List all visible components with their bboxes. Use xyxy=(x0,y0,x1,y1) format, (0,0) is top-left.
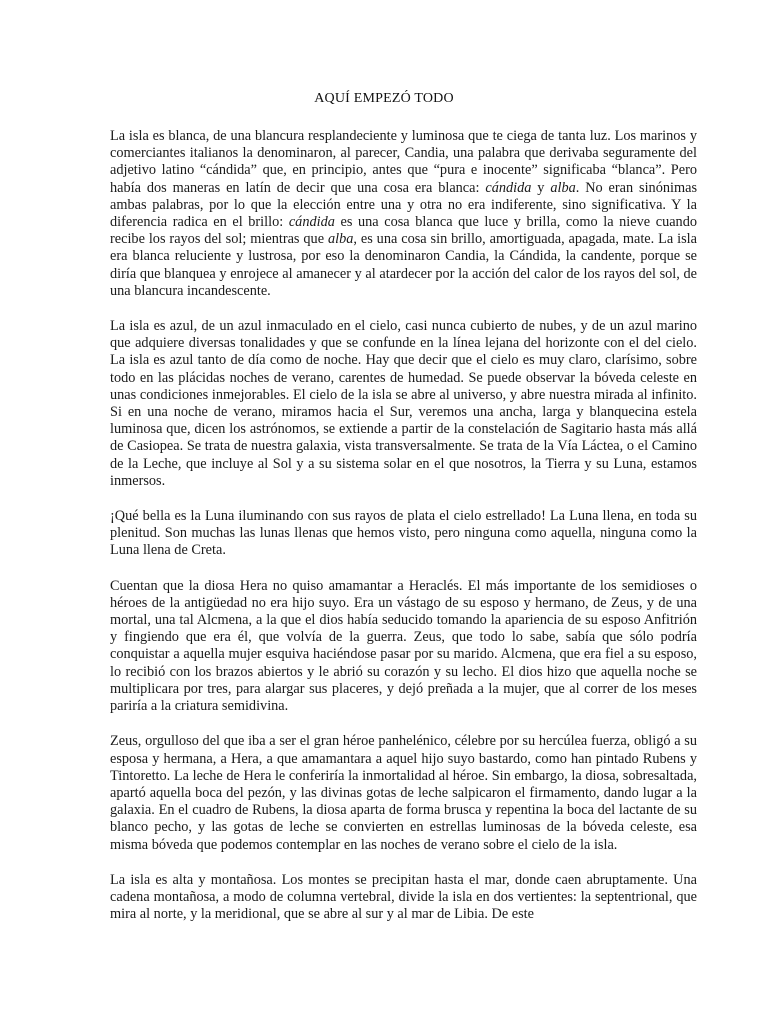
text-run: La isla es azul, de un azul inmaculado en el cielo, casi nunca cubierto de nubes, y de un azul marino que adquiere diversas tonalidades y que se confunde en la línea lejana del horizonte con el del cielo. La isla es azul tanto de día como de noche. Hay que decir que el cielo es muy claro, clarísimo, sobre todo en las plácidas noches de verano, carentes de humedad. Se puede observar la bóveda celeste en unas condiciones inmejorables. El cielo de la isla se abre al universo, y abre nuestra mirada al infinito. Si en una noche de verano, miramos hacia el Sur, veremos una ancha, larga y blanquecina estela luminosa que, dicen los astrónomos, se extiende a partir de la constelación de Sagitario hasta más allá de Casiopea. Se trata de nuestra galaxia, vista transversalmente. Se trata de la Vía Láctea, o el Camino de la Leche, que incluye al Sol y a su sistema solar en el que nosotros, la Tierra y su Luna, estamos inmersos. xyxy=(110,318,697,489)
text-run: Zeus, orgulloso del que iba a ser el gran héroe panhelénico, célebre por su hercúlea fuerza, obligó a su esposa y hermana, a Hera, a que amamantara a aquel hijo suyo bastardo, como han pintado Rubens y Tintoretto. La leche de Hera le conferiría la inmortalidad al héroe. Sin embargo, la diosa, sobresaltada, apartó aquella boca del pezón, y las divinas gotas de leche salpicaron el firmamento, dando lugar a la galaxia. En el cuadro de Rubens, la diosa aparta de forma brusca y repentina la boca del lactante de su blanco pecho, y las gotas de leche se convierten en estrellas luminosas de la bóveda celeste, esa misma bóveda que podemos contemplar en las noches de verano sobre el cielo de la isla. xyxy=(110,733,697,853)
paragraph xyxy=(110,872,697,924)
paragraph xyxy=(110,128,697,300)
document-title: AQUÍ EMPEZÓ TODO xyxy=(314,91,454,106)
text-run: La isla es alta y montañosa. Los montes se precipitan hasta el mar, donde caen abruptamente. Una cadena montañosa, a modo de columna vertebral, divide la isla en dos vertientes: la septentrional, que mira al norte, y la meridional, que se abre al sur y al mar de Libia. De este xyxy=(110,871,697,923)
italic-text: cándida xyxy=(288,214,335,231)
italic-text: alba xyxy=(327,231,354,248)
italic-text: cándida xyxy=(485,179,532,196)
paragraph xyxy=(110,508,697,560)
text-run: . No eran sinónimas ambas palabras, por lo que la elección entre una y otra no era indiferente, sino significativa. Y la diferencia radica en el brillo: xyxy=(110,179,698,231)
document-body xyxy=(110,128,697,923)
text-run: y xyxy=(531,179,551,196)
text-run: , es una cosa sin brillo, amortiguada, apagada, mate. La isla era blanca reluciente y lustrosa, por eso la denominaron Candia, la Cándida, la candente, porque se diría que blanquea y enrojece al amanecer y al atardecer por la acción del calor de los rayos del sol, de una blancura incandescente. xyxy=(110,231,697,299)
paragraph xyxy=(110,733,697,853)
text-run: es una cosa blanca que luce y brilla, como la nieve cuando recibe los rayos del sol; mientras que xyxy=(110,214,698,248)
italic-text: alba xyxy=(550,179,576,196)
text-run: La isla es blanca, de una blancura resplandeciente y luminosa que te ciega de tanta luz. Los marinos y comerciantes italianos la denominaron, al parecer, Candia, una palabra que derivaba seguramente del adjetivo latino “cándida” que, en principio, antes que “pura e inocente” significaba “blanca”. Pero había dos maneras en latín de decir que una cosa era blanca: xyxy=(110,128,697,196)
paragraph xyxy=(110,318,697,490)
paragraph xyxy=(110,578,697,716)
text-run: Cuentan que la diosa Hera no quiso amamantar a Heraclés. El más importante de los semidioses o héroes de la antigüedad no era hijo suyo. Era un vástago de su esposo y hermano, de Zeus, y de una mortal, una tal Alcmena, a la que el dios había seducido tomando la apariencia de su esposo Anfitrión y fingiendo que era él, que volvía de la guerra. Zeus, que todo lo sabe, sabía que sólo podría conquistar a aquella mujer esquiva haciéndose pasar por su marido. Alcmena, que era fiel a su esposo, lo recibió con los brazos abiertos y le abrió su corazón y su lecho. El dios hizo que aquella noche se multiplicara por tres, para alargar sus placeres, y dejó preñada a la mujer, que al correr de los meses pariría a la criatura semidivina. xyxy=(110,577,697,715)
text-run: ¡Qué bella es la Luna iluminando con sus rayos de plata el cielo estrellado! La Luna llena, en toda su plenitud. Son muchas las lunas llenas que hemos visto, pero ninguna como aquella, ninguna como la Luna llena de Creta. xyxy=(110,508,697,559)
